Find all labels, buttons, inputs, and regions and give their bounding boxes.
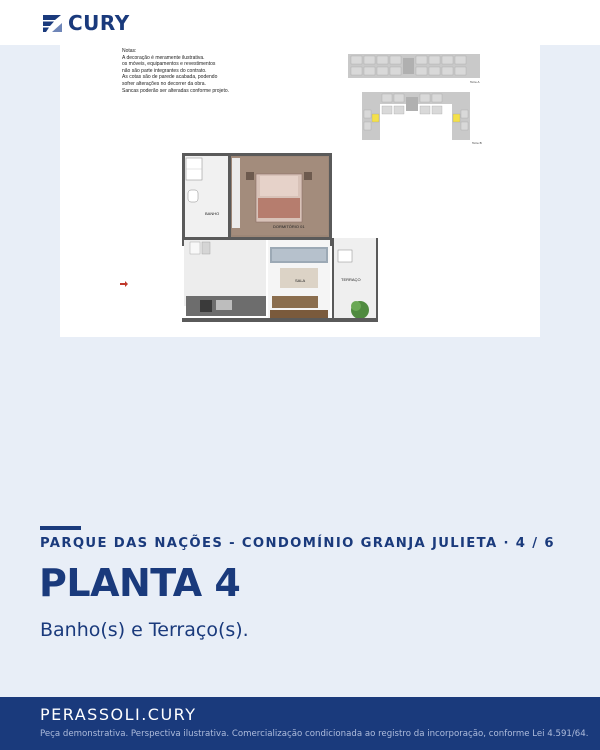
room-label-banho: BANHO — [205, 211, 220, 216]
room-label-terraco: TERRAÇO — [341, 277, 361, 282]
note-line: os móveis, equipamentos e revestimentos — [122, 61, 216, 68]
plan-description: Banho(s) e Terraço(s). — [40, 619, 249, 641]
footer-legal-text: Peça demonstrativa. Perspectiva ilustrativa. Comercialização condicionada ao registro da incorporação, conforme Lei 4.591/64. — [40, 729, 589, 739]
footer — [0, 697, 600, 750]
note-line: não são parte integrantes do contrato. — [122, 67, 207, 74]
plan-notes — [122, 48, 272, 94]
brand-name: CURY — [68, 11, 130, 35]
cury-logo-icon — [40, 11, 64, 35]
tower-b-block — [362, 92, 470, 140]
note-line: A decoração é meramente ilustrativa. — [122, 54, 205, 61]
unit-highlight — [453, 114, 460, 122]
room-label-dormitorio: DORMITÓRIO 01 — [273, 224, 305, 229]
tower-a-label: Torre A — [470, 80, 480, 84]
unit-highlight — [372, 114, 379, 122]
tower-a-block — [348, 54, 480, 78]
footer-brand[interactable]: PERASSOLI.CURY — [40, 705, 197, 724]
note-line: sofrer alterações no decorrer da obra. — [122, 80, 206, 87]
brand-logo[interactable] — [40, 11, 130, 35]
project-subtitle: PARQUE DAS NAÇÕES - CONDOMÍNIO GRANJA JULIETA · 4 / 6 — [40, 536, 555, 551]
entry-arrow-icon — [120, 281, 128, 287]
tower-b-label: Torre B — [472, 141, 482, 145]
apartment-floor-plan — [120, 150, 361, 330]
page-title: PLANTA 4 — [39, 561, 241, 605]
floor-plan-image — [60, 45, 540, 337]
accent-bar — [40, 526, 81, 530]
room-label-sala: SALA — [295, 278, 306, 283]
note-line: As cotas são de parede acabada, podendo — [122, 74, 218, 81]
note-line: Notas: — [122, 48, 137, 54]
note-line: Sancas poderão ser alteradas conforme projeto. — [122, 87, 230, 94]
key-plan — [348, 50, 483, 150]
top-bar — [0, 0, 600, 45]
